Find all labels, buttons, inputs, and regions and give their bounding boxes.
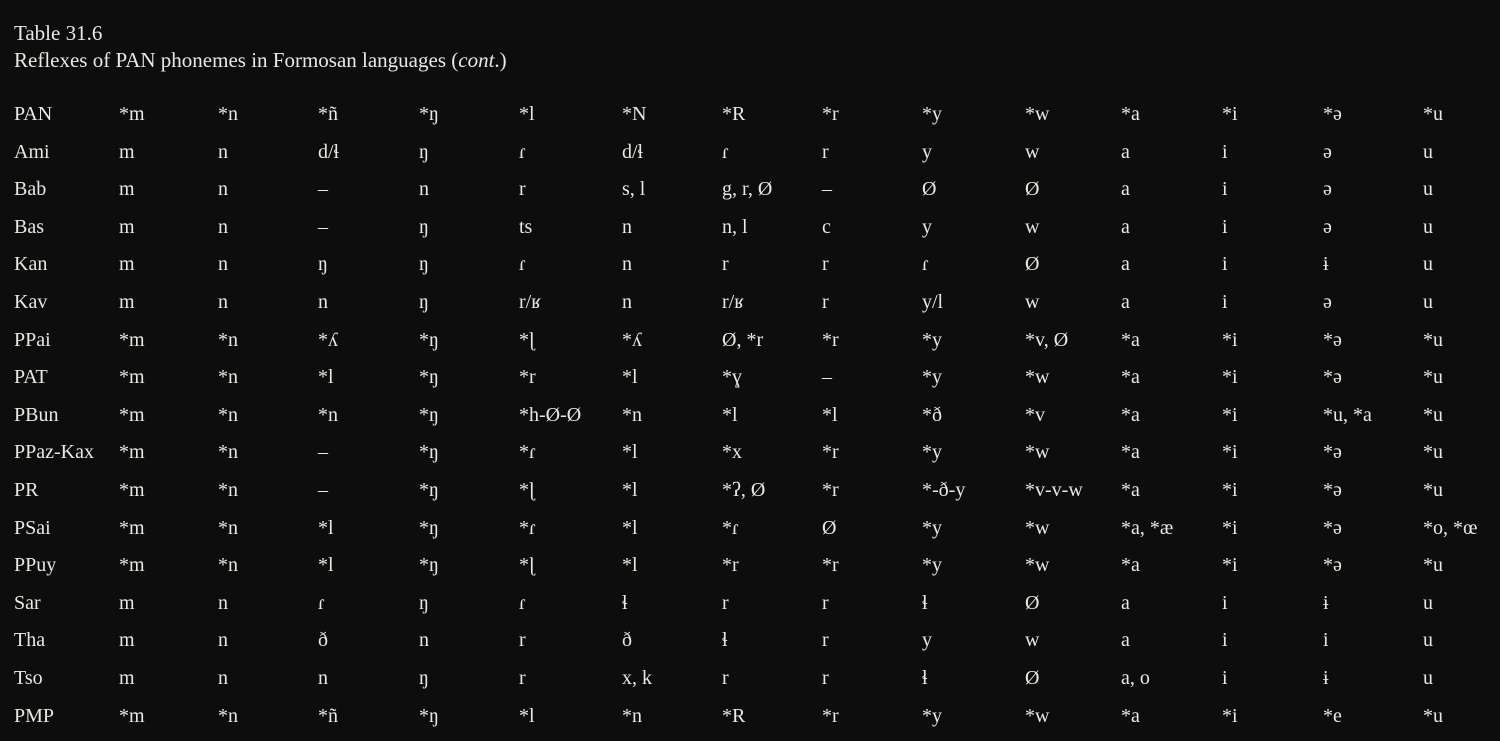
header-phoneme-cell: *r (822, 103, 839, 125)
reflex-cell: ɾ (519, 253, 526, 276)
reflex-cell: – (822, 366, 832, 389)
reflex-cell: d/ɬ (318, 140, 340, 163)
reflex-cell: *y (922, 516, 942, 539)
reflex-cell: r (519, 666, 526, 689)
reflex-cell: i (1222, 629, 1228, 652)
reflex-cell: *ŋ (419, 328, 439, 351)
reflex-cell: x, k (622, 666, 652, 689)
reflex-cell: *ə (1323, 328, 1342, 351)
reflex-cell: ɾ (722, 140, 729, 163)
reflex-cell: a (1121, 178, 1130, 201)
reflex-cell: r/ʁ (519, 290, 541, 313)
reflex-cell: i (1323, 629, 1329, 652)
reflex-cell: *ɭ (519, 478, 535, 501)
reflex-cell: *v, Ø (1025, 328, 1069, 351)
reflex-cell: Ø (822, 516, 837, 539)
reflex-cell: *i (1222, 554, 1238, 577)
reflex-cell: *v (1025, 403, 1045, 426)
reflex-cell: r (822, 140, 829, 163)
header-phoneme-cell: *w (1025, 103, 1050, 125)
reflex-cell: r (722, 591, 729, 614)
reflex-cell: *ŋ (419, 403, 439, 426)
language-cell: Ami (14, 140, 50, 163)
reflex-cell: *ŋ (419, 441, 439, 464)
reflex-cell: *r (822, 704, 839, 727)
reflex-cell: a (1121, 215, 1130, 238)
reflex-cell: *i (1222, 441, 1238, 464)
language-cell: PR (14, 478, 39, 501)
reflex-cell: ɾ (318, 591, 325, 614)
reflex-cell: – (318, 478, 328, 501)
reflex-cell: Ø (1025, 253, 1040, 276)
reflex-cell: *R (722, 704, 746, 727)
reflex-cell: *v-v-w (1025, 478, 1083, 501)
reflex-cell: ŋ (318, 253, 328, 276)
reflex-cell: n (218, 140, 228, 163)
reflex-cell: u (1423, 629, 1433, 652)
reflex-cell: i (1222, 666, 1228, 689)
reflex-cell: – (318, 178, 328, 201)
reflex-cell: *u (1423, 441, 1443, 464)
language-cell: Bab (14, 178, 47, 201)
reflex-cell: *r (822, 441, 839, 464)
reflex-cell: *n (218, 478, 238, 501)
reflex-cell: r (722, 253, 729, 276)
reflex-cell: ts (519, 215, 533, 238)
reflex-cell: y (922, 215, 932, 238)
reflex-cell: r (822, 253, 829, 276)
reflex-cell: *-ð-y (922, 478, 966, 501)
reflex-cell: r (519, 629, 526, 652)
reflex-cell: *ŋ (419, 704, 439, 727)
reflex-cell: *l (519, 704, 535, 727)
reflex-cell: u (1423, 215, 1433, 238)
reflex-cell: u (1423, 290, 1433, 313)
reflex-cell: *n (218, 328, 238, 351)
reflex-cell: ɨ (1323, 591, 1329, 614)
reflex-cell: ə (1323, 290, 1332, 313)
language-cell: PAT (14, 366, 48, 389)
language-cell: Bas (14, 215, 44, 238)
reflex-cell: m (119, 591, 135, 614)
reflex-cell: a (1121, 253, 1130, 276)
reflex-cell: *u (1423, 366, 1443, 389)
reflex-cell: *m (119, 704, 145, 727)
reflex-cell: ɾ (922, 253, 929, 276)
reflex-cell: – (318, 215, 328, 238)
header-phoneme-cell: *u (1423, 103, 1443, 125)
reflex-cell: *r (822, 554, 839, 577)
reflex-cell: *ŋ (419, 478, 439, 501)
reflex-cell: *m (119, 441, 145, 464)
reflex-cell: n (218, 215, 228, 238)
reflex-cell: *r (519, 366, 536, 389)
language-cell: Tha (14, 629, 46, 652)
header-phoneme-cell: *ə (1323, 103, 1342, 125)
reflex-cell: *ə (1323, 554, 1342, 577)
reflex-cell: ŋ (419, 140, 429, 163)
language-cell: PPuy (14, 554, 57, 577)
reflex-cell: *ə (1323, 366, 1342, 389)
reflex-cell: i (1222, 290, 1228, 313)
reflex-cell: *a (1121, 441, 1140, 464)
reflex-cell: *l (722, 403, 738, 426)
reflex-cell: r (519, 178, 526, 201)
reflex-cell: ð (318, 629, 328, 652)
reflex-cell: Ø (922, 178, 937, 201)
reflex-cell: a, o (1121, 666, 1150, 689)
reflex-cell: *l (318, 366, 334, 389)
reflex-cell: m (119, 629, 135, 652)
reflex-cell: ɾ (519, 140, 526, 163)
reflex-cell: s, l (622, 178, 646, 201)
reflex-cell: *ɣ (722, 366, 742, 389)
reflex-cell: *l (318, 516, 334, 539)
reflex-cell: *l (622, 478, 638, 501)
reflex-cell: Ø (1025, 591, 1040, 614)
reflex-cell: *ʎ (622, 328, 642, 351)
language-cell: PSai (14, 516, 51, 539)
reflex-cell: *u (1423, 704, 1443, 727)
reflex-cell: i (1222, 253, 1228, 276)
reflex-cell: ɨ (1323, 253, 1329, 276)
reflex-cell: *u, *a (1323, 403, 1372, 426)
reflex-cell: *m (119, 328, 145, 351)
reflex-cell: *ñ (318, 704, 338, 727)
reflex-cell: m (119, 253, 135, 276)
reflex-cell: u (1423, 666, 1433, 689)
language-cell: Kan (14, 253, 48, 276)
reflex-cell: *u (1423, 328, 1443, 351)
language-cell: Tso (14, 666, 43, 689)
reflex-cell: *a (1121, 554, 1140, 577)
reflex-cell: *ɭ (519, 554, 535, 577)
reflex-cell: *n (218, 441, 238, 464)
reflex-cell: *n (318, 403, 338, 426)
reflex-cell: *i (1222, 478, 1238, 501)
reflex-cell: *n (622, 403, 642, 426)
reflex-cell: *u (1423, 478, 1443, 501)
reflex-cell: y/l (922, 290, 944, 313)
language-cell: Sar (14, 591, 41, 614)
reflex-cell: n (218, 591, 228, 614)
reflex-cell: *a (1121, 403, 1140, 426)
reflex-cell: *y (922, 328, 942, 351)
reflex-cell: *ð (922, 403, 942, 426)
reflex-cell: *y (922, 441, 942, 464)
reflex-cell: *l (822, 403, 838, 426)
reflex-cell: *i (1222, 704, 1238, 727)
language-cell: PPaz-Kax (14, 441, 94, 464)
reflex-cell: ɾ (519, 591, 526, 614)
reflex-cell: *ɾ (519, 441, 536, 464)
reflex-cell: u (1423, 591, 1433, 614)
reflex-cell: a (1121, 140, 1130, 163)
table-title-prefix: Reflexes of PAN phonemes in Formosan languages ( (14, 48, 459, 72)
phoneme-reflex-table (14, 96, 1486, 735)
reflex-cell: n (218, 253, 228, 276)
reflex-cell: *m (119, 478, 145, 501)
reflex-cell: *n (218, 403, 238, 426)
reflex-cell: *l (622, 366, 638, 389)
reflex-cell: *i (1222, 516, 1238, 539)
reflex-cell: a (1121, 591, 1130, 614)
header-phoneme-cell: *l (519, 103, 535, 125)
reflex-cell: w (1025, 629, 1040, 652)
reflex-cell: *n (218, 366, 238, 389)
reflex-cell: *m (119, 516, 145, 539)
reflex-cell: r (822, 591, 829, 614)
reflex-cell: *x (722, 441, 742, 464)
reflex-cell: r (822, 290, 829, 313)
reflex-cell: *w (1025, 441, 1050, 464)
reflex-cell: *ə (1323, 441, 1342, 464)
reflex-cell: *r (822, 478, 839, 501)
language-cell: PMP (14, 704, 55, 727)
reflex-cell: *l (622, 516, 638, 539)
reflex-cell: n (218, 666, 228, 689)
reflex-cell: *l (318, 554, 334, 577)
reflex-cell: u (1423, 178, 1433, 201)
reflex-cell: c (822, 215, 831, 238)
reflex-cell: w (1025, 290, 1040, 313)
reflex-cell: n (419, 178, 429, 201)
reflex-cell: *y (922, 554, 942, 577)
reflex-cell: *a (1121, 704, 1140, 727)
reflex-cell: *i (1222, 403, 1238, 426)
reflex-cell: n (218, 178, 228, 201)
reflex-cell: a (1121, 290, 1130, 313)
reflex-cell: n (419, 629, 429, 652)
reflex-cell: *e (1323, 704, 1342, 727)
reflex-cell: *y (922, 366, 942, 389)
reflex-cell: *n (218, 704, 238, 727)
language-cell: PBun (14, 403, 59, 426)
reflex-cell: Ø, *r (722, 328, 764, 351)
reflex-cell: *i (1222, 328, 1238, 351)
reflex-cell: *i (1222, 366, 1238, 389)
reflex-cell: w (1025, 140, 1040, 163)
reflex-cell: i (1222, 591, 1228, 614)
reflex-cell: *u (1423, 403, 1443, 426)
reflex-cell: y (922, 140, 932, 163)
reflex-cell: ə (1323, 140, 1332, 163)
reflex-cell: n (218, 290, 228, 313)
table-title-cont: cont (458, 48, 495, 72)
reflex-cell: *a, *æ (1121, 516, 1174, 539)
reflex-cell: r (722, 666, 729, 689)
reflex-cell: ɬ (722, 629, 728, 652)
reflex-cell: *r (722, 554, 739, 577)
reflex-cell: i (1222, 140, 1228, 163)
reflex-cell: r (822, 629, 829, 652)
reflex-cell: *w (1025, 554, 1050, 577)
reflex-cell: *w (1025, 516, 1050, 539)
reflex-cell: *ə (1323, 516, 1342, 539)
reflex-cell: *y (922, 704, 942, 727)
table-caption (14, 20, 1486, 74)
reflex-cell: ə (1323, 178, 1332, 201)
reflex-cell: *w (1025, 704, 1050, 727)
reflex-cell: r (822, 666, 829, 689)
reflex-cell: i (1222, 215, 1228, 238)
reflex-cell: ð (622, 629, 632, 652)
reflex-cell: ŋ (419, 290, 429, 313)
reflex-cell: m (119, 140, 135, 163)
reflex-cell: d/ɬ (622, 140, 644, 163)
language-cell: Kav (14, 290, 48, 313)
reflex-cell: y (922, 629, 932, 652)
reflex-cell: *a (1121, 328, 1140, 351)
reflex-cell: *m (119, 554, 145, 577)
reflex-cell: *ʔ, Ø (722, 478, 766, 501)
reflex-cell: *h-Ø-Ø (519, 403, 582, 426)
reflex-cell: *o, *œ (1423, 516, 1478, 539)
reflex-cell: *r (822, 328, 839, 351)
reflex-cell: Ø (1025, 178, 1040, 201)
reflex-cell: ŋ (419, 215, 429, 238)
reflex-cell: n (622, 215, 632, 238)
reflex-cell: *ŋ (419, 366, 439, 389)
reflex-cell: i (1222, 178, 1228, 201)
reflex-cell: m (119, 215, 135, 238)
reflex-cell: ŋ (419, 591, 429, 614)
header-phoneme-cell: *R (722, 103, 746, 125)
reflex-cell: ɬ (622, 591, 628, 614)
header-phoneme-cell: *n (218, 103, 238, 125)
reflex-cell: *a (1121, 366, 1140, 389)
reflex-cell: n, l (722, 215, 748, 238)
header-protolang-cell: PAN (14, 103, 53, 125)
reflex-cell: ŋ (419, 666, 429, 689)
reflex-cell: – (822, 178, 832, 201)
reflex-cell: *w (1025, 366, 1050, 389)
reflex-cell: *n (218, 516, 238, 539)
header-phoneme-cell: *a (1121, 103, 1140, 125)
reflex-cell: *ɾ (722, 516, 739, 539)
header-phoneme-cell: *y (922, 103, 942, 125)
reflex-cell: *n (622, 704, 642, 727)
reflex-cell: u (1423, 253, 1433, 276)
reflex-cell: m (119, 290, 135, 313)
table-title (14, 47, 1486, 74)
reflex-cell: w (1025, 215, 1040, 238)
reflex-cell: *ʎ (318, 328, 338, 351)
reflex-cell: g, r, Ø (722, 178, 773, 201)
header-phoneme-cell: *ñ (318, 103, 338, 125)
reflex-cell: n (218, 629, 228, 652)
header-phoneme-cell: *N (622, 103, 647, 125)
reflex-cell: *a (1121, 478, 1140, 501)
table-number: Table 31.6 (14, 21, 103, 45)
reflex-cell: n (318, 666, 328, 689)
reflex-cell: ə (1323, 215, 1332, 238)
reflex-cell: a (1121, 629, 1130, 652)
table-title-suffix: .) (494, 48, 507, 72)
reflex-cell: *m (119, 366, 145, 389)
reflex-cell: *n (218, 554, 238, 577)
reflex-cell: *ɭ (519, 328, 535, 351)
reflex-cell: *u (1423, 554, 1443, 577)
language-cell: PPai (14, 328, 51, 351)
reflex-cell: – (318, 441, 328, 464)
reflex-cell: m (119, 178, 135, 201)
reflex-cell: m (119, 666, 135, 689)
reflex-cell: ɬ (922, 666, 928, 689)
reflex-cell: *m (119, 403, 145, 426)
reflex-cell: *ŋ (419, 554, 439, 577)
header-phoneme-cell: *i (1222, 103, 1238, 125)
reflex-cell: ŋ (419, 253, 429, 276)
reflex-cell: ɬ (922, 591, 928, 614)
header-phoneme-cell: *ŋ (419, 103, 439, 125)
reflex-cell: *ɾ (519, 516, 536, 539)
reflex-cell: *ə (1323, 478, 1342, 501)
reflex-cell: Ø (1025, 666, 1040, 689)
reflex-cell: n (318, 290, 328, 313)
reflex-cell: n (622, 253, 632, 276)
header-phoneme-cell: *m (119, 103, 145, 125)
reflex-cell: *ŋ (419, 516, 439, 539)
reflex-cell: ɨ (1323, 666, 1329, 689)
reflex-cell: n (622, 290, 632, 313)
reflex-cell: r/ʁ (722, 290, 744, 313)
reflex-cell: *l (622, 554, 638, 577)
reflex-cell: u (1423, 140, 1433, 163)
reflex-cell: *l (622, 441, 638, 464)
